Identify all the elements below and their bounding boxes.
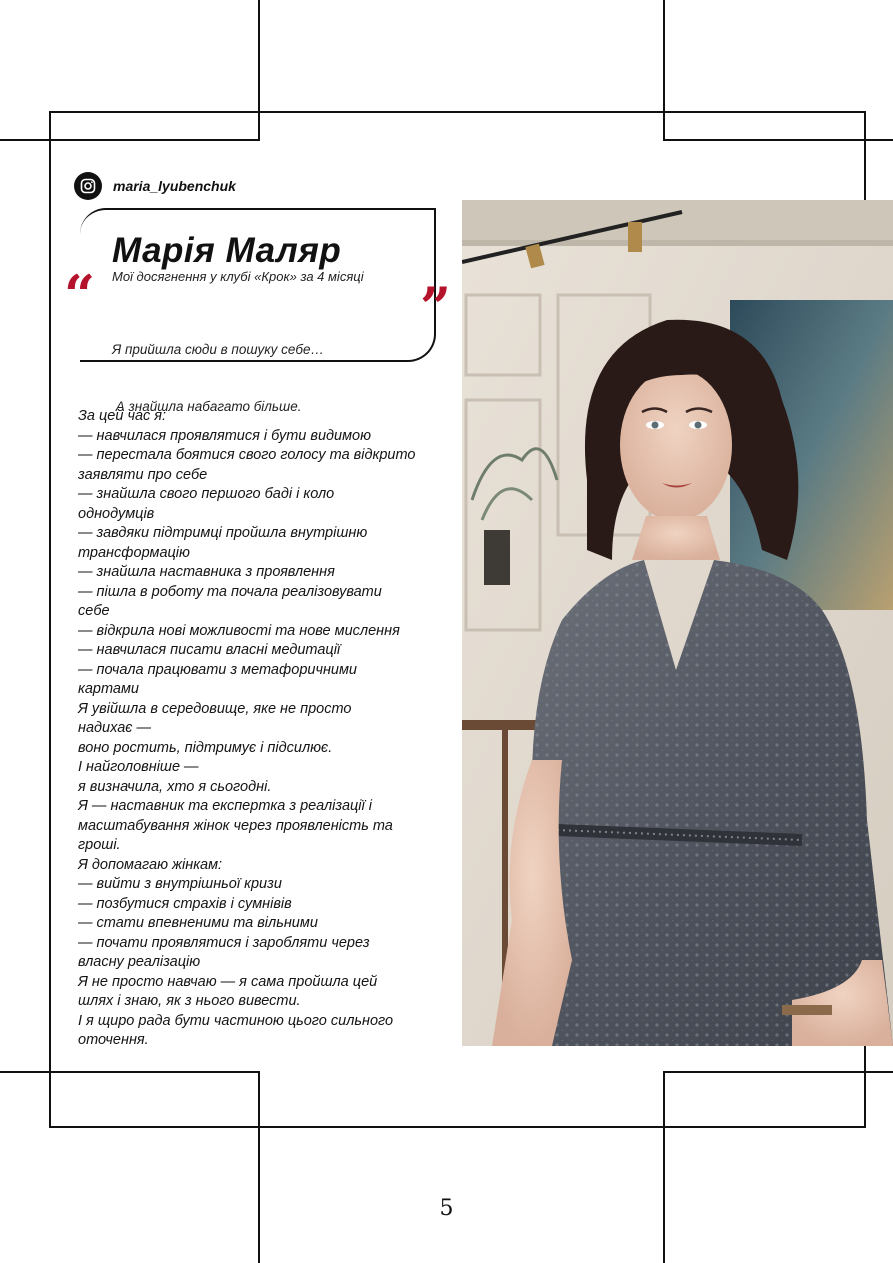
body-line: гроші. bbox=[78, 837, 121, 853]
body-line: оточення. bbox=[78, 1032, 149, 1048]
quote-line: Я прийшла сюди в пошуку себе… bbox=[112, 342, 325, 357]
quote-close-mark: ” bbox=[420, 275, 452, 339]
body-line: — відкрила нові можливості та нове мислення bbox=[78, 622, 400, 639]
body-line: надихає — bbox=[78, 720, 151, 736]
frame-vertical-left-bottom bbox=[258, 1071, 260, 1263]
frame-horizontal-top-left bbox=[0, 139, 260, 141]
instagram-handle-text: maria_lyubenchuk bbox=[113, 178, 236, 194]
body-line: — почати проявлятися і заробляти через bbox=[78, 934, 370, 951]
body-line: масштабування жінок через проявленість та bbox=[78, 817, 393, 834]
body-line: — знайшла свого першого баді і коло bbox=[78, 486, 335, 502]
portrait-photo bbox=[462, 200, 893, 1046]
body-line: — пішла в роботу та почала реалізовувати bbox=[78, 583, 382, 600]
body-line: Я допомагаю жінкам: bbox=[78, 856, 223, 873]
frame-vertical-left-top bbox=[258, 0, 260, 141]
body-line: — завдяки підтримці пройшла внутрішню bbox=[78, 525, 368, 541]
body-line: І найголовніше — bbox=[78, 759, 199, 775]
instagram-handle-row[interactable] bbox=[74, 172, 236, 200]
body-line: шлях і знаю, як з нього вивести. bbox=[78, 993, 301, 1009]
body-line: — почала працювати з метафоричними bbox=[78, 661, 357, 678]
body-line: — вийти з внутрішньої кризи bbox=[78, 876, 282, 892]
frame-horizontal-top-right bbox=[663, 139, 893, 141]
body-line: За цей час я: bbox=[78, 408, 167, 424]
body-line: власну реалізацію bbox=[78, 954, 201, 970]
body-line: — навчилася проявлятися і бути видимою bbox=[78, 427, 372, 444]
body-line: себе bbox=[78, 603, 110, 619]
page-number: 5 bbox=[439, 1196, 454, 1221]
body-line: Я увійшла в середовище, яке не просто bbox=[78, 700, 352, 717]
frame-vertical-right-top bbox=[663, 0, 665, 141]
body-line: трансформацію bbox=[78, 544, 190, 561]
frame-box-top bbox=[49, 111, 866, 113]
quote-open-mark: “ bbox=[64, 263, 96, 327]
body-line: однодумців bbox=[78, 505, 155, 522]
person-name: Марія Маляр bbox=[112, 231, 342, 270]
body-line: воно ростить, підтримує і підсилює. bbox=[78, 739, 333, 756]
quote-line: А знайшла набагато більше. bbox=[112, 399, 302, 414]
body-line: заявляти про себе bbox=[78, 466, 208, 483]
body-line: — навчилася писати власні медитації bbox=[78, 642, 341, 658]
frame-box-bottom bbox=[49, 1126, 866, 1128]
body-line: — знайшла наставника з проявлення bbox=[78, 564, 335, 580]
body-line: Я не просто навчаю — я сама пройшла цей bbox=[78, 973, 378, 990]
body-text bbox=[78, 407, 450, 1051]
body-line: — позбутися страхів і сумнівів bbox=[78, 895, 292, 912]
frame-horizontal-bottom-right bbox=[663, 1071, 893, 1073]
body-line: — перестала боятися свого голосу та відкрито bbox=[78, 447, 416, 463]
body-line: картами bbox=[78, 681, 139, 697]
frame-horizontal-bottom-left bbox=[0, 1071, 260, 1073]
body-line: я визначила, хто я сьогодні. bbox=[78, 778, 272, 795]
frame-box-left bbox=[49, 111, 51, 1128]
subtitle: Мої досягнення у клубі «Крок» за 4 місяці bbox=[112, 269, 364, 284]
body-line: — стати впевненими та вільними bbox=[78, 915, 318, 931]
frame-vertical-right-bottom bbox=[663, 1071, 665, 1263]
body-line: Я — наставник та експертка з реалізації і bbox=[78, 798, 372, 814]
instagram-icon bbox=[74, 172, 102, 200]
body-line: І я щиро рада бути частиною цього сильного bbox=[78, 1012, 394, 1029]
